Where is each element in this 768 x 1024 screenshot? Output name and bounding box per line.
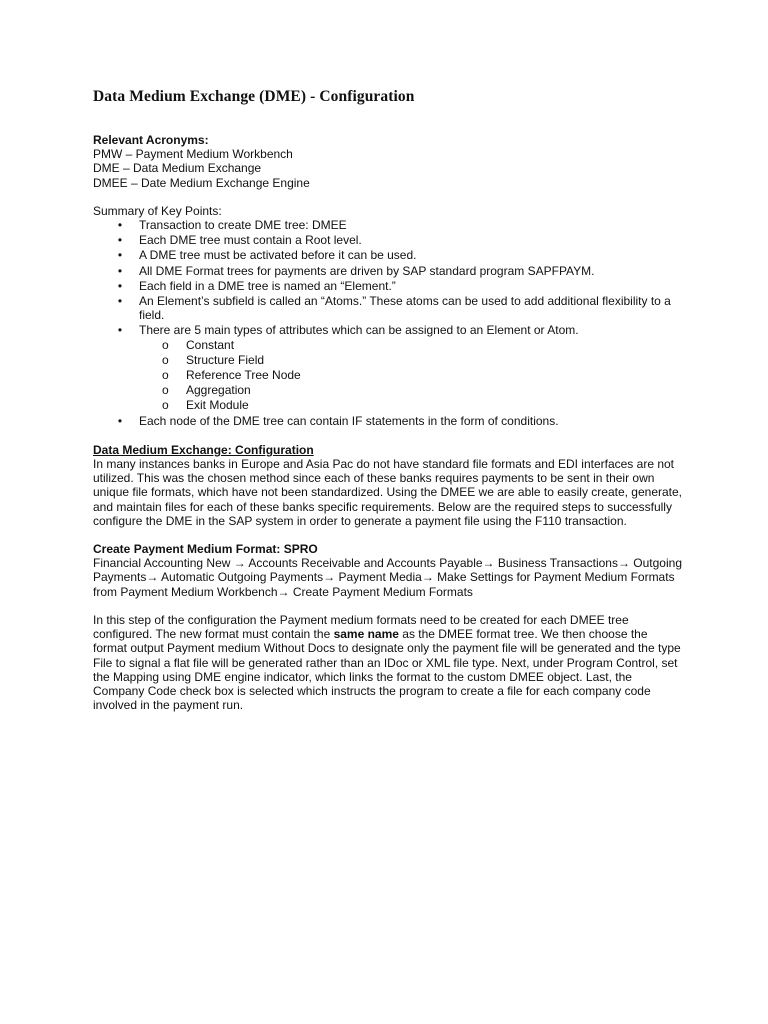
summary-heading: Summary of Key Points:	[93, 203, 222, 218]
acronyms-heading: Relevant Acronyms:	[93, 133, 209, 147]
attribute-type-text: Reference Tree Node	[186, 368, 301, 383]
create-section-heading: Create Payment Medium Format: SPRO	[93, 542, 318, 557]
summary-point-text: A DME tree must be activated before it can be used.	[139, 248, 417, 263]
document-title: Data Medium Exchange (DME) - Configuration	[93, 88, 415, 105]
spro-menu-path: Financial Accounting New → Accounts Receivable and Accounts Payable→ Business Transactions→ Outgoing Payments→ Automatic Outgoing Payments→ Payment Media→ Make Settings for Payment Medium Formats from Payment Medium Workbench→ Create Payment Medium Formats	[93, 556, 682, 599]
summary-point-text: Each field in a DME tree is named an “Element.”	[139, 278, 396, 293]
sub-bullet-icon: o	[162, 398, 169, 413]
bullet-icon: •	[117, 263, 123, 278]
bullet-icon: •	[117, 278, 123, 293]
attribute-type-item	[139, 368, 683, 382]
attribute-type-text: Exit Module	[186, 398, 249, 413]
attribute-type-item	[139, 383, 683, 397]
attribute-type-list	[139, 338, 683, 413]
config-section-body: In many instances banks in Europe and Asia Pac do not have standard file formats and EDI interfaces are not utilized. This was the chosen method since each of these banks requires payments to be sent in their own unique file formats, which have not been standardized. Using the DMEE we are able to easily create, generate, and maintain files for each of these banks specific requirements. Below are the required steps to successfully configure the DME in the SAP system in order to generate a payment file using the F110 transaction.	[93, 457, 683, 528]
summary-point-text: Transaction to create DME tree: DMEE	[139, 218, 347, 233]
attribute-type-text: Aggregation	[186, 383, 251, 398]
sub-bullet-icon: o	[162, 352, 169, 367]
summary-point-text: An Element’s subfield is called an “Atoms.” These atoms can be used to add additional flexibility to a field.	[139, 294, 671, 323]
summary-point	[93, 414, 683, 428]
summary-point-text: All DME Format trees for payments are driven by SAP standard program SAPFPAYM.	[139, 263, 595, 278]
summary-point	[93, 323, 683, 412]
bullet-icon: •	[117, 323, 123, 338]
summary-point-text: There are 5 main types of attributes which can be assigned to an Element or Atom.	[139, 323, 579, 338]
summary-point	[93, 279, 683, 293]
summary-point	[93, 264, 683, 278]
bullet-icon: •	[117, 218, 123, 233]
bullet-icon: •	[117, 233, 123, 248]
bullet-icon: •	[117, 294, 123, 309]
create-body-text: In this step of the configuration the Payment medium formats need to be created for each DMEE tree configured. The new format must contain the	[93, 612, 629, 642]
bullet-icon: •	[117, 413, 123, 428]
config-section-heading: Data Medium Exchange: Configuration	[93, 442, 314, 457]
summary-point	[93, 248, 683, 262]
create-body-text: as the DMEE format tree. We then choose the format output Payment medium Without Docs to designate only the payment file will be generated and the type File to signal a flat file will be generated rather than an IDoc or XML file type. Next, under Program Control, set the Mapping using DME engine indicator, which links the format to the custom DMEE object. Last, the Company Code check box is selected which instructs the program to create a file for each company code involved in the payment run.	[93, 627, 681, 713]
same-name-emphasis: same name	[333, 627, 399, 642]
document-body	[93, 133, 683, 712]
bullet-icon: •	[117, 248, 123, 263]
summary-list	[93, 218, 683, 428]
create-section-body	[93, 613, 683, 712]
summary-point	[93, 233, 683, 247]
attribute-type-item	[139, 338, 683, 352]
attribute-type-item	[139, 353, 683, 367]
summary-point	[93, 294, 683, 322]
acronym-item: PMW – Payment Medium Workbench	[93, 147, 293, 162]
summary-point-text: Each DME tree must contain a Root level.	[139, 233, 362, 248]
summary-point-text: Each node of the DME tree can contain IF statements in the form of conditions.	[139, 413, 559, 428]
sub-bullet-icon: o	[162, 337, 169, 352]
sub-bullet-icon: o	[162, 383, 169, 398]
attribute-type-text: Constant	[186, 337, 235, 352]
sub-bullet-icon: o	[162, 368, 169, 383]
acronym-item: DME – Data Medium Exchange	[93, 161, 262, 176]
attribute-type-text: Structure Field	[186, 352, 265, 367]
acronym-item: DMEE – Date Medium Exchange Engine	[93, 175, 310, 190]
attribute-type-item	[139, 398, 683, 412]
summary-point	[93, 218, 683, 232]
